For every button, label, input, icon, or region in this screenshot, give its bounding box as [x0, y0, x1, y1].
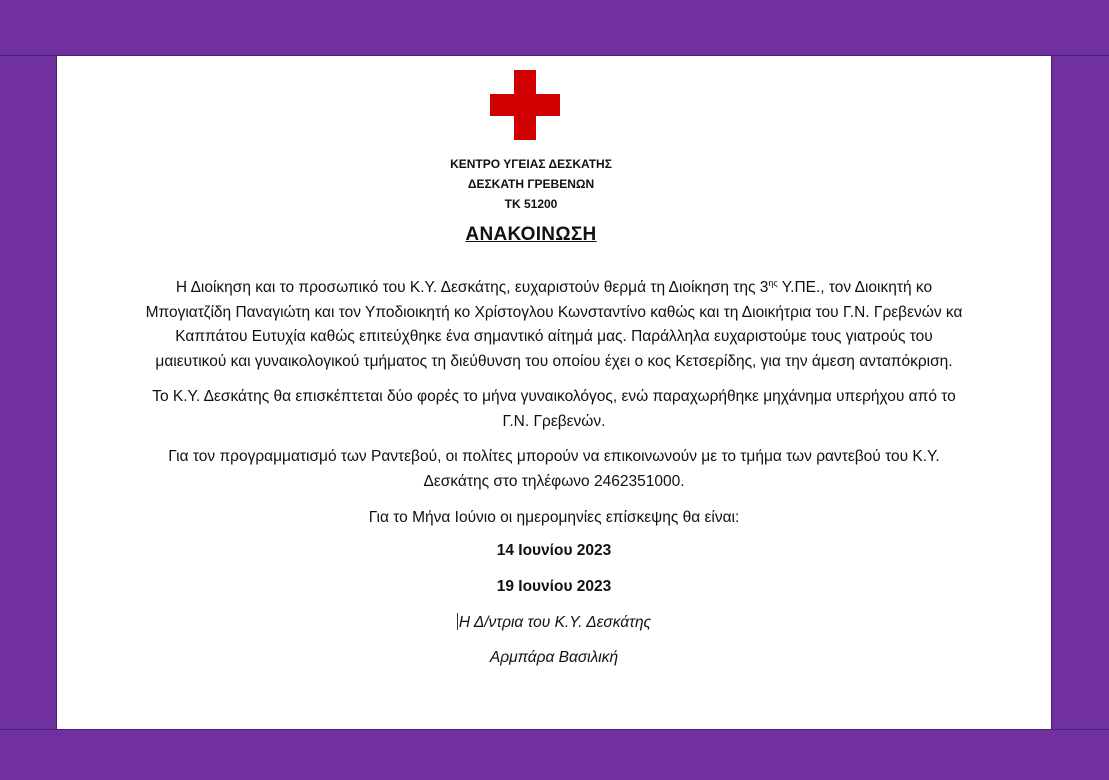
visit-date: 14 Ιουνίου 2023	[496, 542, 612, 559]
document-title: ΑΝΑΚΟΙΝΩΣΗ	[465, 224, 597, 245]
paragraph-line: Μπογιατζίδη Παναγιώτη και τον Υποδιοικητή κο Χρίστογλου Κωνσταντίνο καθώς και τη Διοικήτρια του Γ.Ν. Γρεβενών κα	[145, 303, 963, 321]
paragraph-appointments	[57, 445, 1051, 494]
signature-name: Αρμπάρα Βασιλική	[489, 649, 619, 666]
paragraph-line: μαιευτικού και γυναικολογικού τμήματος τη διεύθυνση του οποίου έχει ο κος Κετσερίδης, για την άμεση ανταπόκριση.	[155, 352, 953, 370]
ordinal-superscript: ης	[768, 277, 778, 288]
red-cross-icon	[490, 70, 560, 140]
paragraph-line: Γ.Ν. Γρεβενών.	[502, 412, 606, 430]
visit-date: 19 Ιουνίου 2023	[496, 578, 612, 595]
paragraph-line: Το Κ.Υ. Δεσκάτης θα επισκέπτεται δύο φορές το μήνα γυναικολόγος, ενώ παραχωρήθηκε μηχάνημα υπερήχου από το	[152, 388, 956, 405]
paragraph-line: Δεσκάτης στο τηλέφωνο 2462351000.	[423, 472, 685, 490]
letterhead-line-2: ΔΕΣΚΑΤΗ ΓΡΕΒΕΝΩΝ	[467, 177, 595, 191]
letterhead-line-3: ΤΚ 51200	[504, 197, 558, 211]
left-border-band	[0, 56, 57, 729]
paragraph-gynecologist	[57, 385, 1051, 434]
top-border-band	[0, 0, 1109, 56]
letterhead	[57, 154, 1005, 214]
right-border-band	[1051, 56, 1109, 729]
paragraph-thanks	[57, 276, 1051, 374]
paragraph-line: Καππάτου Ευτυχία καθώς επιτεύχθηκε ένα σημαντικό αίτημά μας. Παράλληλα ευχαριστούμε τους γιατρούς του	[175, 328, 933, 345]
signature-role: Η Δ/ντρια του Κ.Υ. Δεσκάτης	[458, 614, 652, 631]
text-cursor	[457, 613, 458, 630]
paragraph-june-dates-intro: Για το Μήνα Ιούνιο οι ημερομηνίες επίσκεψης θα είναι:	[368, 509, 740, 526]
paragraph-line: Η Διοίκηση και το προσωπικό του Κ.Υ. Δεσκάτης, ευχαριστούν θερμά τη Διοίκηση της $3^{\eta\varsigma}$ Υ.ΠΕ., τον Διοικητή κο	[175, 277, 933, 296]
paragraph-line: Για τον προγραμματισμό των Ραντεβού, οι πολίτες μπορούν να επικοινωνούν με το τμήμα των ραντεβού του Κ.Υ.	[168, 448, 940, 465]
letterhead-line-1: ΚΕΝΤΡΟ ΥΓΕΙΑΣ ΔΕΣΚΑΤΗΣ	[450, 157, 612, 171]
bottom-border-band	[0, 729, 1109, 780]
document-page	[57, 56, 1051, 729]
